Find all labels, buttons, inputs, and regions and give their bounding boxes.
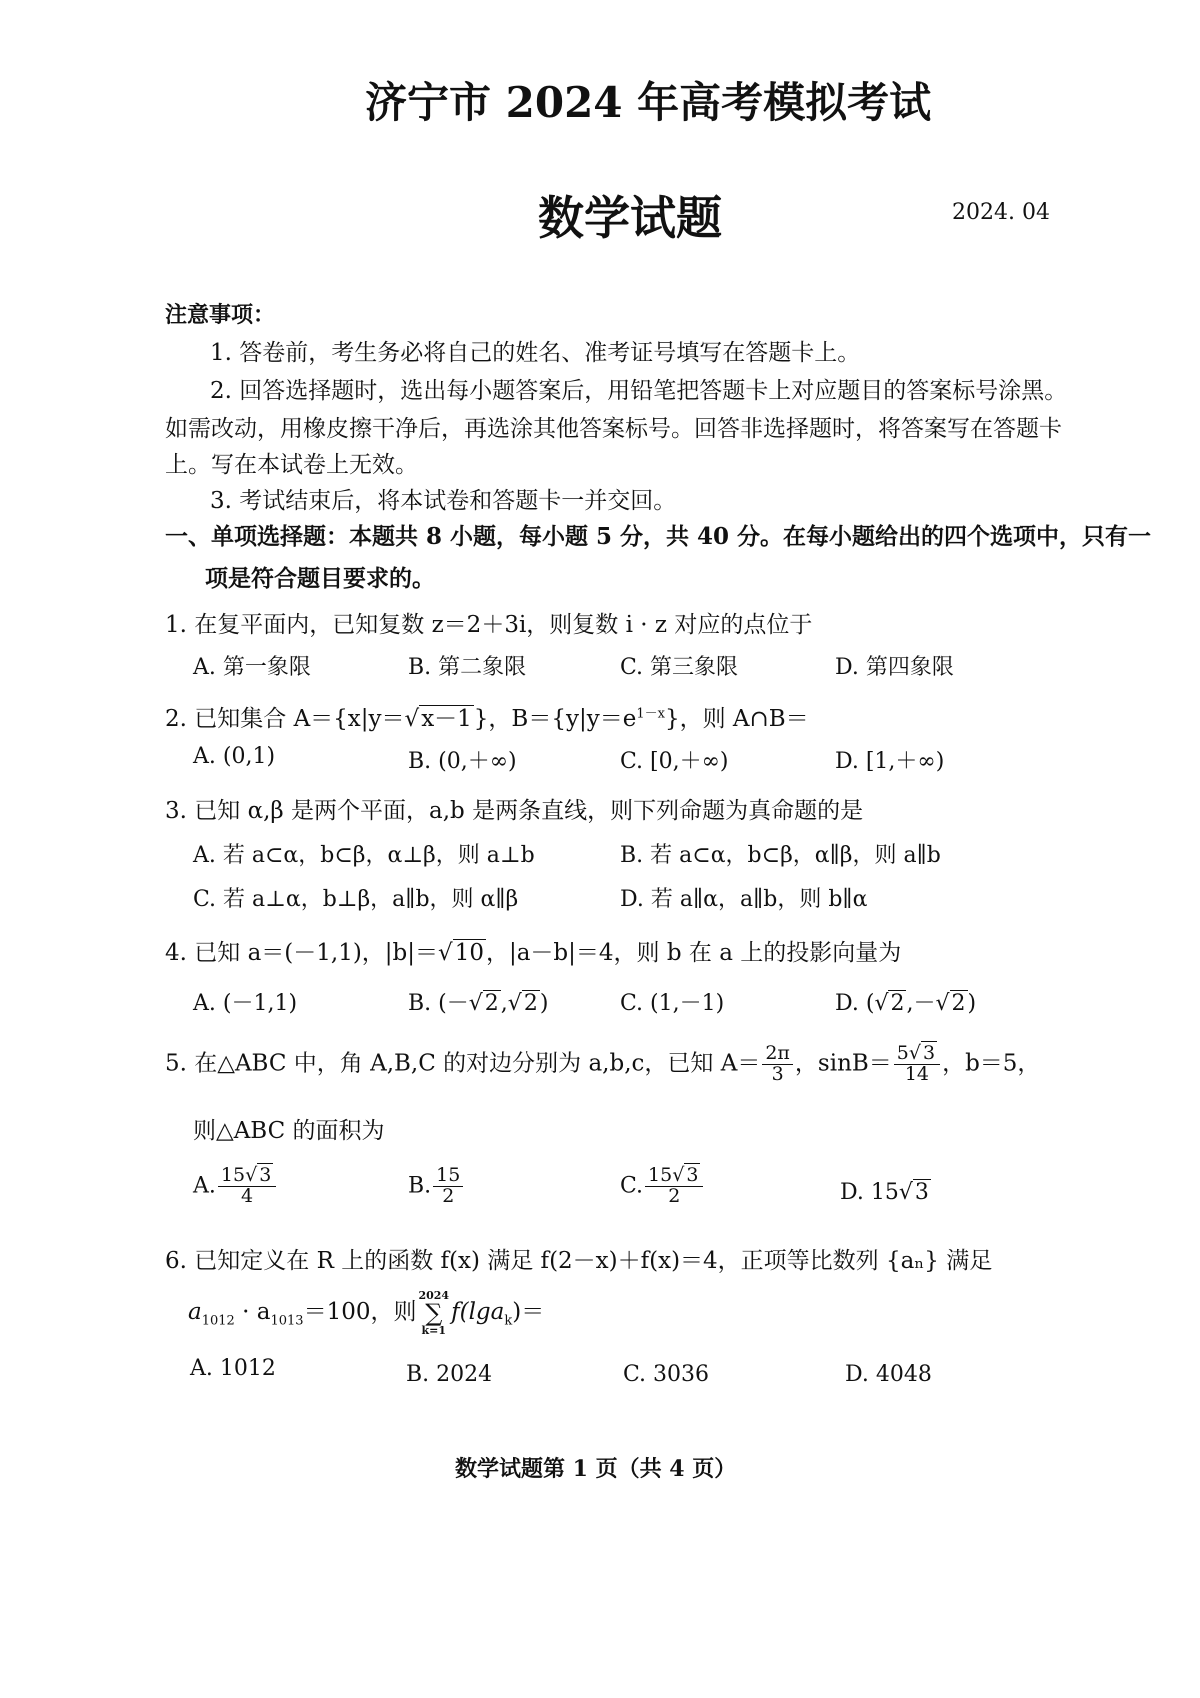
q4-d-post: ) — [967, 991, 977, 1016]
question-5 — [165, 1044, 1040, 1085]
q4-option-c: C. (1,－1) — [620, 991, 725, 1016]
q6-sum-sigma: ∑ — [425, 1299, 443, 1327]
q2-option-b: B. (0,＋∞) — [408, 749, 517, 774]
q5-a-coef: 15 — [220, 1164, 246, 1186]
q5-c-root: 3 — [686, 1164, 699, 1186]
q4-b-root1: 2 — [484, 991, 499, 1016]
q6-a2-sub: 1013 — [270, 1313, 304, 1329]
q5-frac1-den: 3 — [771, 1062, 784, 1085]
q4-d-mid: ,－ — [906, 991, 936, 1016]
q6-a1: a — [188, 1299, 202, 1325]
q5-fraction-sinb — [894, 1044, 940, 1085]
q2-option-a: A. (0,1) — [193, 744, 276, 769]
q5-c-coef: 15 — [648, 1164, 673, 1186]
q3-option-d: D. 若 a∥α，a∥b，则 b∥α — [620, 887, 868, 912]
q5-a-label: A. — [193, 1173, 216, 1199]
notice-item-3: 3. 考试结束后，将本试卷和答题卡一并交回。 — [210, 488, 677, 514]
q5-b-label: B. — [408, 1173, 432, 1199]
q6-dot: · a — [234, 1299, 271, 1325]
q5-option-d: D. 15√3 — [840, 1180, 929, 1205]
notice-item-1: 1. 答卷前，考生务必将自己的姓名、准考证号填写在答题卡上。 — [210, 340, 861, 366]
question-1: 1. 在复平面内，已知复数 z＝2＋3i，则复数 i · z 对应的点位于 — [165, 612, 813, 638]
q1-option-d: D. 第四象限 — [835, 655, 954, 680]
q6-mid: ＝100，则 — [303, 1299, 417, 1325]
q5-a-root: 3 — [259, 1164, 272, 1186]
q4-b-post: ) — [539, 991, 549, 1016]
question-4: 4. 已知 a＝(－1,1)，|b|＝√10，|a－b|＝4，则 b 在 a 上的投影向量为 — [165, 940, 902, 966]
q3-option-a: A. 若 a⊂α，b⊂β，α⊥β，则 a⊥b — [193, 843, 535, 868]
section1-instructions: 一、单项选择题：本题共 8 小题，每小题 5 分，共 40 分。在每小题给出的四个选项中，只有一 — [165, 523, 1152, 550]
question-6: 6. 已知定义在 R 上的函数 f(x) 满足 f(2－x)＋f(x)＝4，正项等比数列 {aₙ} 满足 — [165, 1248, 993, 1274]
q2-option-c: C. [0,＋∞) — [620, 749, 729, 774]
q5-post: ，b＝5， — [942, 1050, 1041, 1077]
q4-option-a: A. (－1,1) — [193, 991, 298, 1016]
q3-option-c: C. 若 a⊥α，b⊥β，a∥b，则 α∥β — [193, 887, 519, 912]
q5-a-frac — [218, 1166, 276, 1207]
q6-summation — [418, 1290, 449, 1336]
q2-post: }，则 A∩B＝ — [664, 706, 809, 732]
q6-post: f(lga — [451, 1299, 505, 1325]
q5-d-pre: D. 15 — [840, 1180, 899, 1205]
notice-heading: 注意事项： — [165, 302, 276, 328]
q5-frac2-coef: 5 — [896, 1042, 909, 1064]
q4-b-mid: , — [500, 991, 508, 1016]
q5-pre: 5. 在△ABC 中，角 A,B,C 的对边分别为 a,b,c，已知 A＝ — [165, 1050, 761, 1077]
q2-mid: }，B＝{y|y＝e — [473, 706, 637, 732]
q6-option-b: B. 2024 — [406, 1362, 493, 1387]
q5-option-b — [408, 1166, 465, 1207]
q6-post-sub: k — [504, 1313, 513, 1329]
q5-c-frac — [645, 1166, 703, 1207]
exam-date: 2024. 04 — [952, 200, 1050, 225]
q2-sqrt: x－1 — [421, 706, 472, 732]
q5-b-frac — [433, 1166, 463, 1207]
q5-frac2-num: 5√ 3 — [894, 1044, 940, 1065]
q5-d-root: 3 — [914, 1180, 929, 1205]
q5-fraction-a — [762, 1044, 793, 1085]
question-6-cont — [188, 1290, 544, 1336]
q5-option-c — [620, 1166, 705, 1207]
q5-a-den: 4 — [241, 1184, 254, 1207]
q6-option-a: A. 1012 — [190, 1356, 276, 1381]
q6-option-d: D. 4048 — [845, 1362, 932, 1387]
q5-c-label: C. — [620, 1173, 644, 1199]
q5-option-a — [193, 1166, 278, 1207]
q5-frac2-root: 3 — [922, 1042, 936, 1064]
q3-option-b: B. 若 a⊂α，b⊂β，α∥β，则 a∥b — [620, 843, 941, 868]
q6-end: )＝ — [512, 1299, 545, 1325]
q2-option-d: D. [1,＋∞) — [835, 749, 945, 774]
q4-pre: 4. 已知 a＝(－1,1)，|b|＝ — [165, 940, 439, 966]
q4-b-pre: B. (－ — [408, 991, 469, 1016]
notice-item-2: 2. 回答选择题时，选出每小题答案后，用铅笔把答题卡上对应题目的答案标号涂黑。 — [210, 378, 1068, 404]
exam-title: 济宁市 2024 年高考模拟考试 — [365, 78, 932, 127]
q6-a1-sub: 1012 — [201, 1313, 235, 1329]
q2-sup: 1－x — [636, 706, 665, 722]
q4-post: ，|a－b|＝4，则 b 在 a 上的投影向量为 — [485, 940, 902, 966]
q1-option-b: B. 第二象限 — [408, 655, 527, 680]
section1-instructions-cont: 项是符合题目要求的。 — [205, 565, 435, 592]
q6-option-c: C. 3036 — [623, 1362, 710, 1387]
q5-b-num: 15 — [433, 1166, 463, 1187]
q4-d-pre: D. ( — [835, 991, 875, 1016]
q5-b-den: 2 — [442, 1184, 455, 1207]
q1-option-a: A. 第一象限 — [193, 655, 311, 680]
q2-pre: 2. 已知集合 A＝{x|y＝ — [165, 706, 405, 732]
q5-frac2-den: 14 — [904, 1062, 930, 1085]
q5-a-num: 15√ 3 — [218, 1166, 276, 1187]
notice-item-2-cont: 如需改动，用橡皮擦干净后，再选涂其他答案标号。回答非选择题时，将答案写在答题卡 — [165, 416, 1062, 442]
q4-d-root2: 2 — [951, 991, 966, 1016]
q5-mid: ，sinB＝ — [794, 1050, 892, 1077]
q4-d-root1: 2 — [890, 991, 905, 1016]
notice-item-2-end: 上。写在本试卷上无效。 — [165, 452, 418, 478]
subject-title: 数学试题 — [538, 191, 722, 245]
question-5-cont: 则△ABC 的面积为 — [193, 1118, 385, 1144]
q4-option-b: B. (－√2,√2) — [408, 991, 549, 1016]
q4-b-root2: 2 — [523, 991, 538, 1016]
q4-option-d: D. (√2,－√2) — [835, 991, 977, 1016]
question-3: 3. 已知 α,β 是两个平面，a,b 是两条直线，则下列命题为真命题的是 — [165, 798, 864, 824]
q6-sum-top: 2024 — [418, 1289, 450, 1302]
q5-c-num: 15√ 3 — [645, 1166, 703, 1187]
q5-frac1-num: 2π — [762, 1044, 793, 1065]
question-2: 2. 已知集合 A＝{x|y＝√x－1}，$B=\{y|y=e^{1-x}\}$，则 A∩B＝ — [165, 706, 809, 732]
q4-sqrt: 10 — [454, 940, 484, 966]
q5-c-den: 2 — [668, 1184, 681, 1207]
page-footer: 数学试题第 1 页（共 4 页） — [455, 1456, 737, 1482]
q6-sum-bottom: k=1 — [421, 1324, 447, 1337]
q1-option-c: C. 第三象限 — [620, 655, 739, 680]
